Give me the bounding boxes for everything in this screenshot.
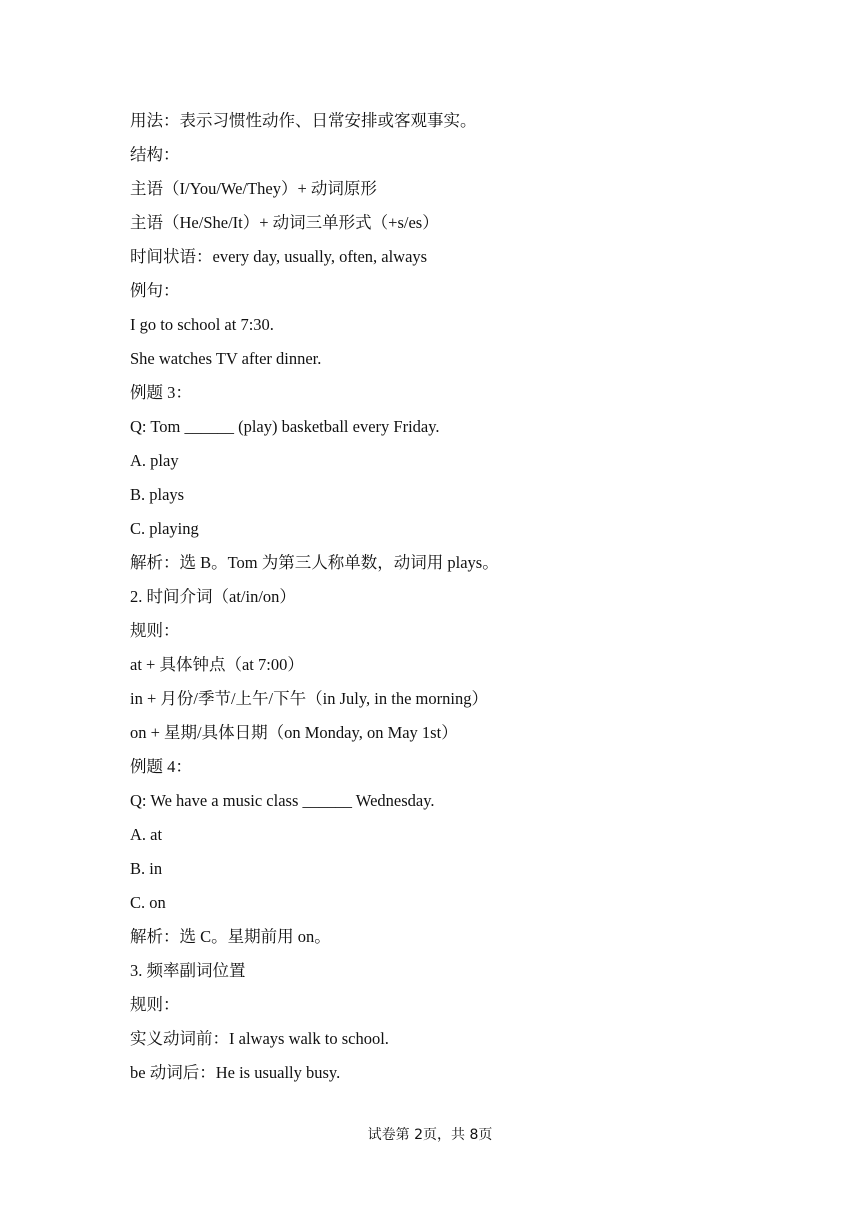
exercise-3-option-b: B. plays <box>130 485 185 504</box>
exercise-4-option-a: A. at <box>130 825 163 844</box>
usage-line: 用法：表示习惯性动作、日常安排或客观事实。 <box>130 111 477 130</box>
section-2-heading: 2. 时间介词（at/in/on） <box>130 587 296 606</box>
exercise-4-heading: 例题 4： <box>130 757 192 776</box>
rules-heading: 规则： <box>130 621 180 640</box>
exercise-3-explanation: 解析：选 B。Tom 为第三人称单数，动词用 plays。 <box>130 553 499 572</box>
structure-heading: 结构： <box>130 145 180 164</box>
rule-in: in + 月份/季节/上午/下午（in July, in the morning） <box>130 689 488 708</box>
exercise-4-option-b: B. in <box>130 859 163 878</box>
page-content <box>130 107 770 1093</box>
example-sentence-1: I go to school at 7:30. <box>130 315 274 334</box>
time-adverbials-line: 时间状语：every day, usually, often, always <box>130 247 428 266</box>
exercise-3-heading: 例题 3： <box>130 383 192 402</box>
rules-heading-2: 规则： <box>130 995 180 1014</box>
rule-after-be-verb: be 动词后：He is usually busy. <box>130 1063 341 1082</box>
example-sentence-2: She watches TV after dinner. <box>130 349 322 368</box>
section-3-heading: 3. 频率副词位置 <box>130 961 246 980</box>
exercise-3-option-a: A. play <box>130 451 179 470</box>
exercise-4-question: Q: We have a music class ______ Wednesday. <box>130 791 435 810</box>
rule-on: on + 星期/具体日期（on Monday, on May 1st） <box>130 723 458 742</box>
structure-plural-subject: 主语（I/You/We/They）+ 动词原形 <box>130 179 377 198</box>
rule-before-main-verb: 实义动词前：I always walk to school. <box>130 1029 389 1048</box>
exercise-3-question: Q: Tom ______ (play) basketball every Friday. <box>130 417 440 436</box>
rule-at: at + 具体钟点（at 7:00） <box>130 655 304 674</box>
page-footer: 试卷第 2页，共 8页 <box>367 1127 493 1143</box>
exercise-3-option-c: C. playing <box>130 519 199 538</box>
examples-heading: 例句： <box>130 281 180 300</box>
exercise-4-explanation: 解析：选 C。星期前用 on。 <box>130 927 331 946</box>
structure-singular-subject: 主语（He/She/It）+ 动词三单形式（+s/es） <box>130 213 439 232</box>
exercise-4-option-c: C. on <box>130 893 166 912</box>
